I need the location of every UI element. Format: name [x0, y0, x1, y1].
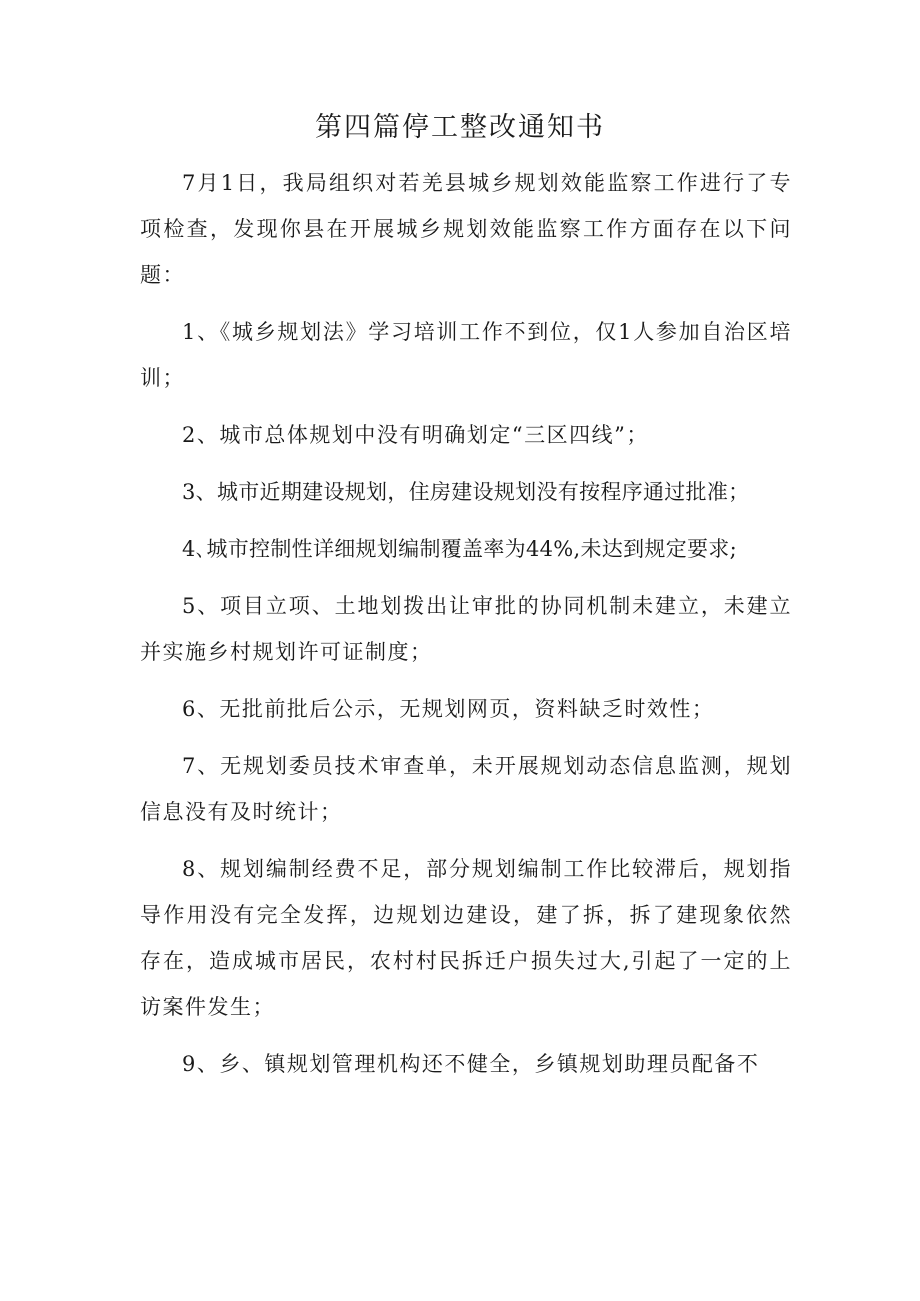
- paragraph-item-6: 6、无批前批后公示，无规划网页，资料缺乏时效性；: [182, 697, 715, 721]
- paragraph-item-3: 3、城市近期建设规划，住房建设规划没有按程序通过批准；: [182, 480, 750, 504]
- document-body: [140, 160, 792, 1087]
- paragraph-item-9: 9、乡、镇规划管理机构还不健全，乡镇规划助理员配备不: [182, 1052, 760, 1076]
- paragraph-item-8: 8、规划编制经费不足，部分规划编制工作比较滞后，规划指导作用没有完全发挥，边规划边建设，建了拆，拆了建现象依然存在，造成城市居民，农村村民拆迁户损失过大,引起了一定的上访案件发生；: [140, 857, 792, 1019]
- paragraph-intro: 7月1日，我局组织对若羌县城乡规划效能监察工作进行了专项检查，发现你县在开展城乡规划效能监察工作方面存在以下问题：: [140, 171, 792, 287]
- paragraph-item-1: 1、《城乡规划法》学习培训工作不到位，仅1人参加自治区培训；: [140, 320, 792, 390]
- paragraph-item-2: 2、城市总体规划中没有明确划定“三区四线”；: [182, 423, 649, 447]
- document-title: 第四篇停工整改通知书: [315, 112, 605, 143]
- paragraph-item-7: 7、无规划委员技术审查单，未开展规划动态信息监测，规划信息没有及时统计；: [140, 754, 792, 824]
- paragraph-item-4: 4､城市控制性详细规划编制覆盖率为44%,未达到规定要求;: [182, 537, 737, 561]
- paragraph-item-5: 5、项目立项、土地划拨出让审批的协同机制未建立，未建立并实施乡村规划许可证制度；: [140, 594, 792, 664]
